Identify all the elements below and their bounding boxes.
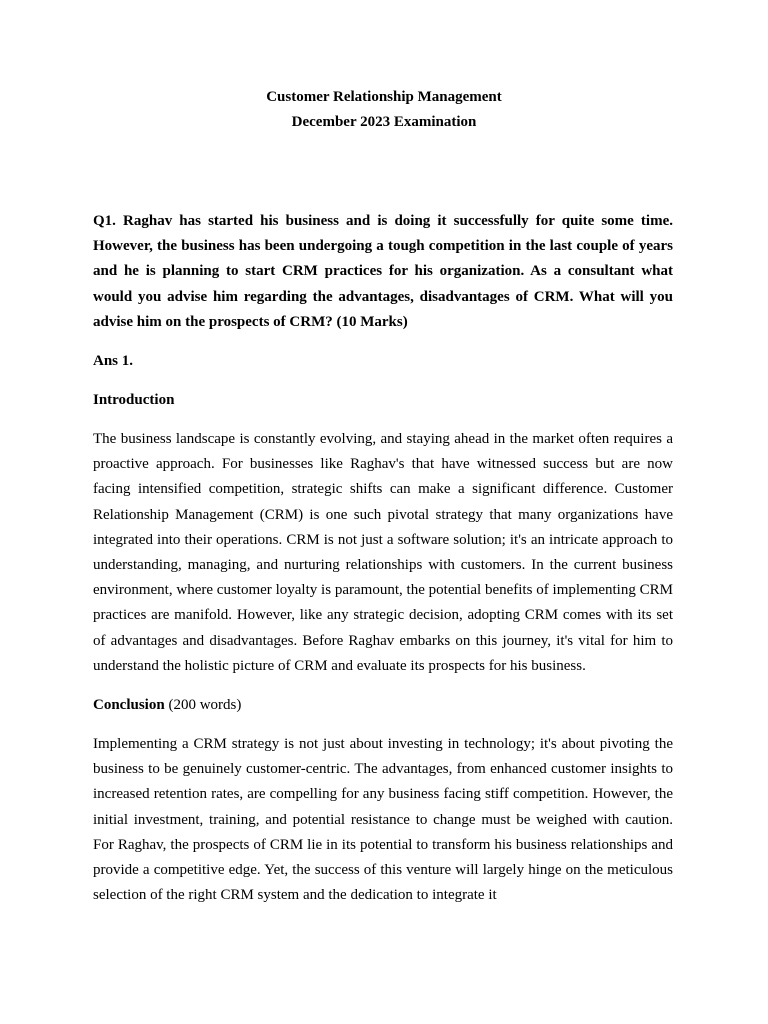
conclusion-heading: Conclusion [93, 697, 165, 714]
document-title: Customer Relationship Management [266, 89, 502, 105]
question-text: Q1. Raghav has started his business and is doing it successfully for quite some time. However, the business has been undergoing a tough competition in the last couple of years and he is planning to start CRM practices for his organization. As a consultant what would you advise him regarding the advantages, disadvantages of CRM. What will you advise him on the prospects of CRM? (10 Marks) [93, 213, 673, 330]
introduction-paragraph: The business landscape is constantly evolving, and staying ahead in the market often requires a proactive approach. For businesses like Raghav's that have witnessed success but are now facing intensified competition, strategic shifts can make a significant difference. Customer Relationship Management (CRM) is one such pivotal strategy that many organizations have integrated into their operations. CRM is not just a software solution; it's an intricate approach to understanding, managing, and nurturing relationships with customers. In the current business environment, where customer loyalty is paramount, the potential benefits of implementing CRM practices are manifold. However, like any strategic decision, adopting CRM comes with its set of advantages and disadvantages. Before Raghav embarks on this journey, it's vital for him to understand the holistic picture of CRM and evaluate its prospects for his business. [93, 431, 673, 674]
conclusion-paragraph: Implementing a CRM strategy is not just about investing in technology; it's about pivoting the business to be genuinely customer-centric. The advantages, from enhanced customer insights to increased retention rates, are compelling for any business facing stiff competition. However, the initial investment, training, and potential resistance to change must be weighed with caution. For Raghav, the prospects of CRM lie in its potential to transform his business relationships and provide a competitive edge. Yet, the success of this venture will largely hinge on the meticulous selection of the right CRM system and the dedication to integrate it [93, 736, 673, 904]
answer-label: Ans 1. [93, 353, 134, 370]
document-body [93, 209, 673, 908]
introduction-heading: Introduction [93, 392, 175, 409]
conclusion-heading-line [93, 693, 673, 718]
conclusion-word-count: (200 words) [164, 697, 242, 714]
document-subtitle: December 2023 Examination [291, 114, 477, 130]
